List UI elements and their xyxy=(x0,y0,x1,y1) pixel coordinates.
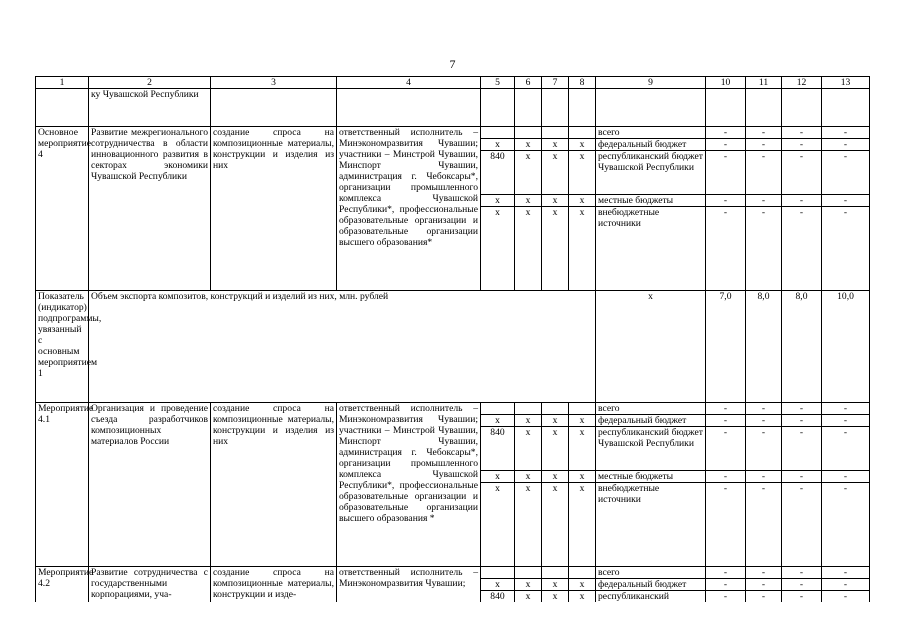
amount-cell: - xyxy=(706,471,746,483)
continuation-row xyxy=(36,89,870,127)
event-name: Мероприятие 4.2 xyxy=(36,567,89,603)
code-cell: 840 xyxy=(481,591,515,603)
code-cell: x xyxy=(542,591,569,603)
indicator-label: Показатель (индикатор) подпрограммы, увязанный с основным мероприятием 1 xyxy=(36,291,89,403)
amount-cell: - xyxy=(746,195,782,207)
header-cell: 8 xyxy=(569,77,596,89)
code-cell: x xyxy=(569,591,596,603)
amount-cell: - xyxy=(822,195,870,207)
amount-cell: - xyxy=(746,415,782,427)
header-cell: 12 xyxy=(782,77,822,89)
code-cell: x xyxy=(569,207,596,291)
header-cell: 9 xyxy=(596,77,706,89)
code-cell: x xyxy=(515,207,542,291)
amount-cell: - xyxy=(822,471,870,483)
code-cell xyxy=(481,403,515,415)
header-cell: 5 xyxy=(481,77,515,89)
amount-cell: - xyxy=(782,151,822,195)
funding-source: внебюджетные источники xyxy=(596,207,706,291)
event-title: Развитие сотрудничества с государственными корпорациями, уча- xyxy=(89,567,211,603)
block-event-4-2 xyxy=(36,567,870,603)
header-cell: 2 xyxy=(89,77,211,89)
amount-cell: - xyxy=(822,127,870,139)
header-cell: 1 xyxy=(36,77,89,89)
funding-source: федеральный бюджет xyxy=(596,139,706,151)
amount-cell: - xyxy=(822,591,870,603)
amount-cell: - xyxy=(822,579,870,591)
code-cell: x xyxy=(515,591,542,603)
code-cell: x xyxy=(515,139,542,151)
code-cell: x xyxy=(542,207,569,291)
code-cell: x xyxy=(569,579,596,591)
code-cell: x xyxy=(569,139,596,151)
amount-cell: - xyxy=(782,127,822,139)
code-cell: x xyxy=(481,139,515,151)
code-cell: x xyxy=(569,195,596,207)
amount-cell: - xyxy=(822,483,870,567)
code-cell: x xyxy=(569,483,596,567)
funding-source: республиканский xyxy=(596,591,706,603)
block-event-4-1 xyxy=(36,403,870,567)
amount-cell: - xyxy=(706,415,746,427)
code-cell xyxy=(515,403,542,415)
amount-cell: - xyxy=(782,195,822,207)
indicator-x: x xyxy=(596,291,706,403)
amount-cell: - xyxy=(822,427,870,471)
amount-cell: - xyxy=(706,591,746,603)
event-result: создание спроса на композиционные материалы, конструкции и изде- xyxy=(211,567,337,603)
amount-cell: - xyxy=(746,567,782,579)
funding-source: всего xyxy=(596,567,706,579)
event-title: Организация и проведение съезда разработчиков композиционных материалов России xyxy=(89,403,211,567)
continuation-text: ку Чувашской Республики xyxy=(89,89,211,127)
code-cell: x xyxy=(542,427,569,471)
amount-cell: - xyxy=(746,207,782,291)
header-cell: 11 xyxy=(746,77,782,89)
header-cell: 10 xyxy=(706,77,746,89)
funding-source: федеральный бюджет xyxy=(596,415,706,427)
code-cell: x xyxy=(542,415,569,427)
amount-cell: - xyxy=(706,427,746,471)
amount-cell: - xyxy=(782,415,822,427)
code-cell xyxy=(542,127,569,139)
event-executors: ответственный исполнитель – Минэкономразвития Чувашии; участники – Минстрой Чувашии, Минспорт Чувашии, администрация г. Чебоксары*, организации промышленного комплекса Чувашской Республики*, профессиональные образовательные организации и образовательные организации высшего образования* xyxy=(337,127,481,291)
code-cell: x xyxy=(542,579,569,591)
indicator-value: 8,0 xyxy=(746,291,782,403)
amount-cell: - xyxy=(746,139,782,151)
code-cell: x xyxy=(481,483,515,567)
event-executors: ответственный исполнитель – Минэкономразвития Чувашии; xyxy=(337,567,481,603)
header-row xyxy=(36,77,870,89)
code-cell xyxy=(481,127,515,139)
code-cell xyxy=(569,127,596,139)
amount-cell: - xyxy=(706,403,746,415)
funding-source: местные бюджеты xyxy=(596,195,706,207)
header-cell: 4 xyxy=(337,77,481,89)
code-cell: x xyxy=(515,471,542,483)
code-cell xyxy=(542,567,569,579)
amount-cell: - xyxy=(746,403,782,415)
amount-cell: - xyxy=(782,579,822,591)
amount-cell: - xyxy=(746,151,782,195)
code-cell xyxy=(542,403,569,415)
event-executors: ответственный исполнитель – Минэкономразвития Чувашии; участники – Минстрой Чувашии, Минспорт Чувашии, администрация г. Чебоксары*, организации промышленного комплекса Чувашской Республики*, профессиональные образовательные организации и образовательные организации высшего образования * xyxy=(337,403,481,567)
amount-cell: - xyxy=(746,591,782,603)
code-cell: x xyxy=(542,139,569,151)
amount-cell: - xyxy=(706,151,746,195)
code-cell xyxy=(569,567,596,579)
code-cell: x xyxy=(569,427,596,471)
code-cell: x xyxy=(515,483,542,567)
event-title: Развитие межрегионального сотрудничества в области инновационного развития в секторах экономики Чувашской Республики xyxy=(89,127,211,291)
amount-cell: - xyxy=(782,427,822,471)
indicator-value: 7,0 xyxy=(706,291,746,403)
indicator-row xyxy=(36,291,870,403)
code-cell xyxy=(515,127,542,139)
amount-cell: - xyxy=(706,567,746,579)
indicator-value: 10,0 xyxy=(822,291,870,403)
amount-cell: - xyxy=(706,139,746,151)
code-cell: x xyxy=(515,415,542,427)
program-table xyxy=(35,76,870,602)
code-cell: x xyxy=(542,195,569,207)
code-cell: x xyxy=(481,579,515,591)
code-cell: x xyxy=(542,483,569,567)
amount-cell: - xyxy=(746,483,782,567)
funding-row xyxy=(36,127,870,139)
code-cell: x xyxy=(481,195,515,207)
amount-cell: - xyxy=(746,127,782,139)
header-cell: 7 xyxy=(542,77,569,89)
funding-source: всего xyxy=(596,127,706,139)
amount-cell: - xyxy=(782,207,822,291)
code-cell xyxy=(481,567,515,579)
amount-cell: - xyxy=(746,427,782,471)
code-cell: 840 xyxy=(481,427,515,471)
funding-row xyxy=(36,403,870,415)
code-cell: x xyxy=(569,471,596,483)
funding-source: местные бюджеты xyxy=(596,471,706,483)
code-cell: x xyxy=(542,151,569,195)
page-number: 7 xyxy=(449,57,456,71)
event-result: создание спроса на композиционные материалы, конструкции и изделия из них xyxy=(211,127,337,291)
code-cell: x xyxy=(569,415,596,427)
amount-cell: - xyxy=(782,139,822,151)
amount-cell: - xyxy=(706,207,746,291)
funding-source: республиканский бюджет Чувашской Республики xyxy=(596,151,706,195)
indicator-text: Объем экспорта композитов, конструкций и изделий из них, млн. рублей xyxy=(89,291,596,403)
code-cell: x xyxy=(515,195,542,207)
funding-source: республиканский бюджет Чувашской Республики xyxy=(596,427,706,471)
amount-cell: - xyxy=(782,483,822,567)
amount-cell: - xyxy=(746,471,782,483)
funding-source: всего xyxy=(596,403,706,415)
amount-cell: - xyxy=(782,591,822,603)
amount-cell: - xyxy=(706,195,746,207)
funding-source: федеральный бюджет xyxy=(596,579,706,591)
event-result: создание спроса на композиционные материалы, конструкции и изделия из них xyxy=(211,403,337,567)
funding-row xyxy=(36,567,870,579)
code-cell: x xyxy=(481,415,515,427)
amount-cell: - xyxy=(822,415,870,427)
header-cell: 6 xyxy=(515,77,542,89)
code-cell xyxy=(515,567,542,579)
amount-cell: - xyxy=(822,139,870,151)
amount-cell: - xyxy=(822,207,870,291)
code-cell: x xyxy=(542,471,569,483)
amount-cell: - xyxy=(782,403,822,415)
amount-cell: - xyxy=(706,127,746,139)
code-cell: 840 xyxy=(481,151,515,195)
amount-cell: - xyxy=(782,567,822,579)
code-cell: x xyxy=(515,151,542,195)
amount-cell: - xyxy=(782,471,822,483)
amount-cell: - xyxy=(822,567,870,579)
event-name: Основное мероприятие 4 xyxy=(36,127,89,291)
event-name: Мероприятие 4.1 xyxy=(36,403,89,567)
code-cell xyxy=(569,403,596,415)
header-cell: 13 xyxy=(822,77,870,89)
amount-cell: - xyxy=(706,579,746,591)
code-cell: x xyxy=(481,207,515,291)
amount-cell: - xyxy=(822,151,870,195)
indicator-value: 8,0 xyxy=(782,291,822,403)
code-cell: x xyxy=(515,427,542,471)
amount-cell: - xyxy=(822,403,870,415)
header-cell: 3 xyxy=(211,77,337,89)
amount-cell: - xyxy=(706,483,746,567)
amount-cell: - xyxy=(746,579,782,591)
code-cell: x xyxy=(569,151,596,195)
code-cell: x xyxy=(515,579,542,591)
funding-source: внебюджетные источники xyxy=(596,483,706,567)
code-cell: x xyxy=(481,471,515,483)
block-main-event-4 xyxy=(36,127,870,291)
